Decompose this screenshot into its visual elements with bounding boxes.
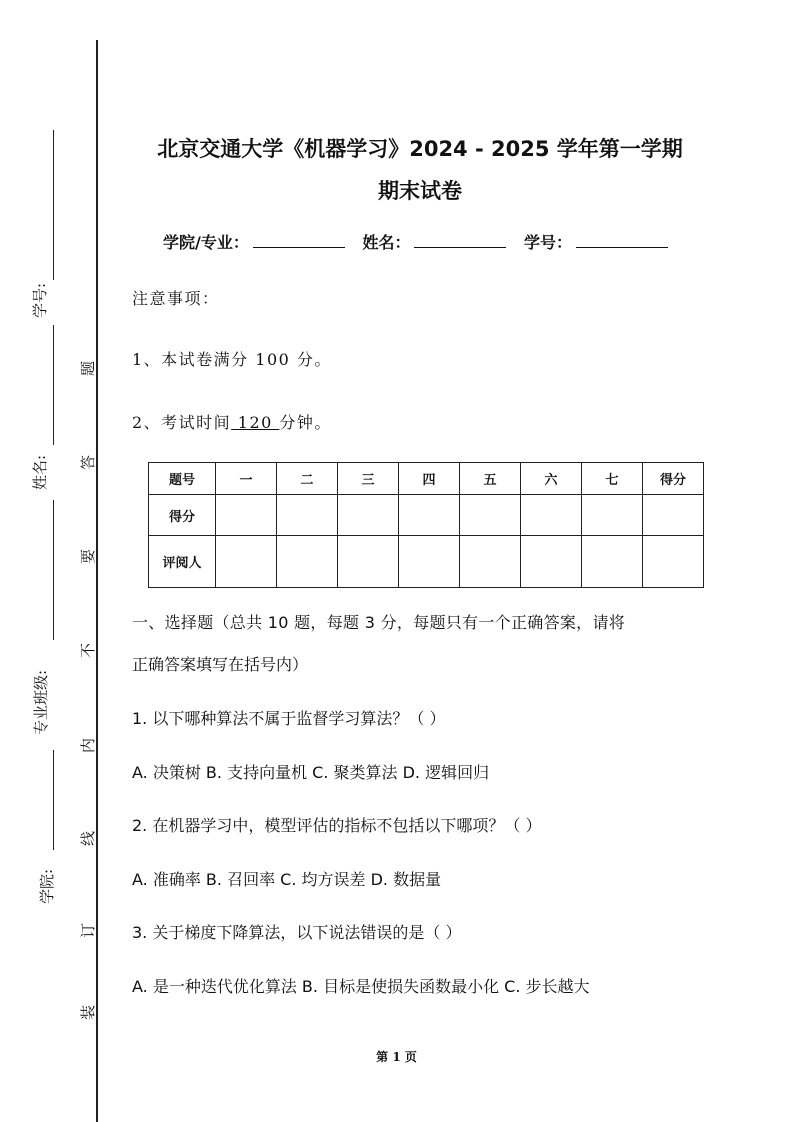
seal-char: 内 <box>79 737 98 754</box>
note-text: 分钟。 <box>279 413 332 432</box>
table-header-cell: 一 <box>216 463 277 495</box>
name-label: 姓名： <box>362 233 411 252</box>
seal-char: 装 <box>79 1004 98 1021</box>
name-blank[interactable] <box>414 233 506 248</box>
margin-student-id-label: 学号: <box>31 282 50 319</box>
table-header-cell: 二 <box>277 463 338 495</box>
table-row <box>149 495 704 536</box>
seal-char: 题 <box>79 360 98 377</box>
grader-cell[interactable] <box>460 536 521 588</box>
seal-char: 答 <box>79 454 98 471</box>
student-info-line <box>163 230 680 253</box>
note-text: 2、考试时间 <box>132 413 232 432</box>
grader-cell[interactable] <box>521 536 582 588</box>
row-label: 评阅人 <box>149 536 216 588</box>
table-header-cell: 三 <box>338 463 399 495</box>
section-heading: 正确答案填写在括号内） <box>132 655 309 674</box>
margin-underline <box>53 130 54 280</box>
score-cell[interactable] <box>521 495 582 536</box>
score-cell[interactable] <box>277 495 338 536</box>
table-header-cell: 五 <box>460 463 521 495</box>
grader-cell[interactable] <box>399 536 460 588</box>
question-stem: 1. 以下哪种算法不属于监督学习算法？（ ） <box>132 709 446 728</box>
score-cell[interactable] <box>460 495 521 536</box>
page-number: 第 1 页 <box>376 1050 417 1064</box>
exam-subtitle: 期末试卷 <box>378 179 462 203</box>
grader-cell[interactable] <box>277 536 338 588</box>
exam-duration: 120 <box>231 413 280 432</box>
seal-char: 线 <box>79 830 98 847</box>
table-header-cell: 四 <box>399 463 460 495</box>
question-options: A. 决策树 B. 支持向量机 C. 聚类算法 D. 逻辑回归 <box>132 763 490 782</box>
question-stem: 3. 关于梯度下降算法，以下说法错误的是（ ） <box>132 923 462 942</box>
note-item <box>132 410 332 433</box>
margin-name-label: 姓名: <box>31 454 50 491</box>
grader-cell[interactable] <box>338 536 399 588</box>
exam-title: 北京交通大学《机器学习》2024 - 2025 学年第一学期 <box>157 137 683 161</box>
margin-major-label: 专业班级: <box>32 669 51 736</box>
table-header-row <box>149 463 704 495</box>
score-cell[interactable] <box>338 495 399 536</box>
table-header-cell: 七 <box>582 463 643 495</box>
seal-char: 订 <box>79 922 98 939</box>
question-stem: 2. 在机器学习中，模型评估的指标不包括以下哪项？（ ） <box>132 816 542 835</box>
grader-cell[interactable] <box>582 536 643 588</box>
question-options: A. 准确率 B. 召回率 C. 均方误差 D. 数据量 <box>132 870 442 889</box>
score-table <box>148 462 704 588</box>
question-options: A. 是一种迭代优化算法 B. 目标是使损失函数最小化 C. 步长越大 <box>132 977 590 996</box>
id-blank[interactable] <box>576 233 668 248</box>
table-row <box>149 536 704 588</box>
table-header-cell: 题号 <box>149 463 216 495</box>
notes-heading: 注意事项： <box>132 289 220 308</box>
score-cell[interactable] <box>582 495 643 536</box>
binding-line <box>96 40 98 1122</box>
college-label: 学院/专业： <box>163 233 249 252</box>
row-label: 得分 <box>149 495 216 536</box>
score-cell[interactable] <box>399 495 460 536</box>
score-cell[interactable] <box>643 495 704 536</box>
margin-underline <box>53 750 54 850</box>
grader-cell[interactable] <box>643 536 704 588</box>
seal-char: 要 <box>79 548 98 565</box>
score-cell[interactable] <box>216 495 277 536</box>
note-item: 1、本试卷满分 100 分。 <box>132 350 332 369</box>
grader-cell[interactable] <box>216 536 277 588</box>
margin-underline <box>53 325 54 445</box>
table-header-cell: 六 <box>521 463 582 495</box>
margin-underline <box>53 500 54 640</box>
college-blank[interactable] <box>253 233 345 248</box>
section-heading: 一、选择题（总共 10 题，每题 3 分，每题只有一个正确答案，请将 <box>132 613 626 632</box>
table-header-cell: 得分 <box>643 463 704 495</box>
margin-college-label: 学院: <box>38 868 57 905</box>
id-label: 学号： <box>524 233 573 252</box>
seal-char: 不 <box>79 642 98 659</box>
